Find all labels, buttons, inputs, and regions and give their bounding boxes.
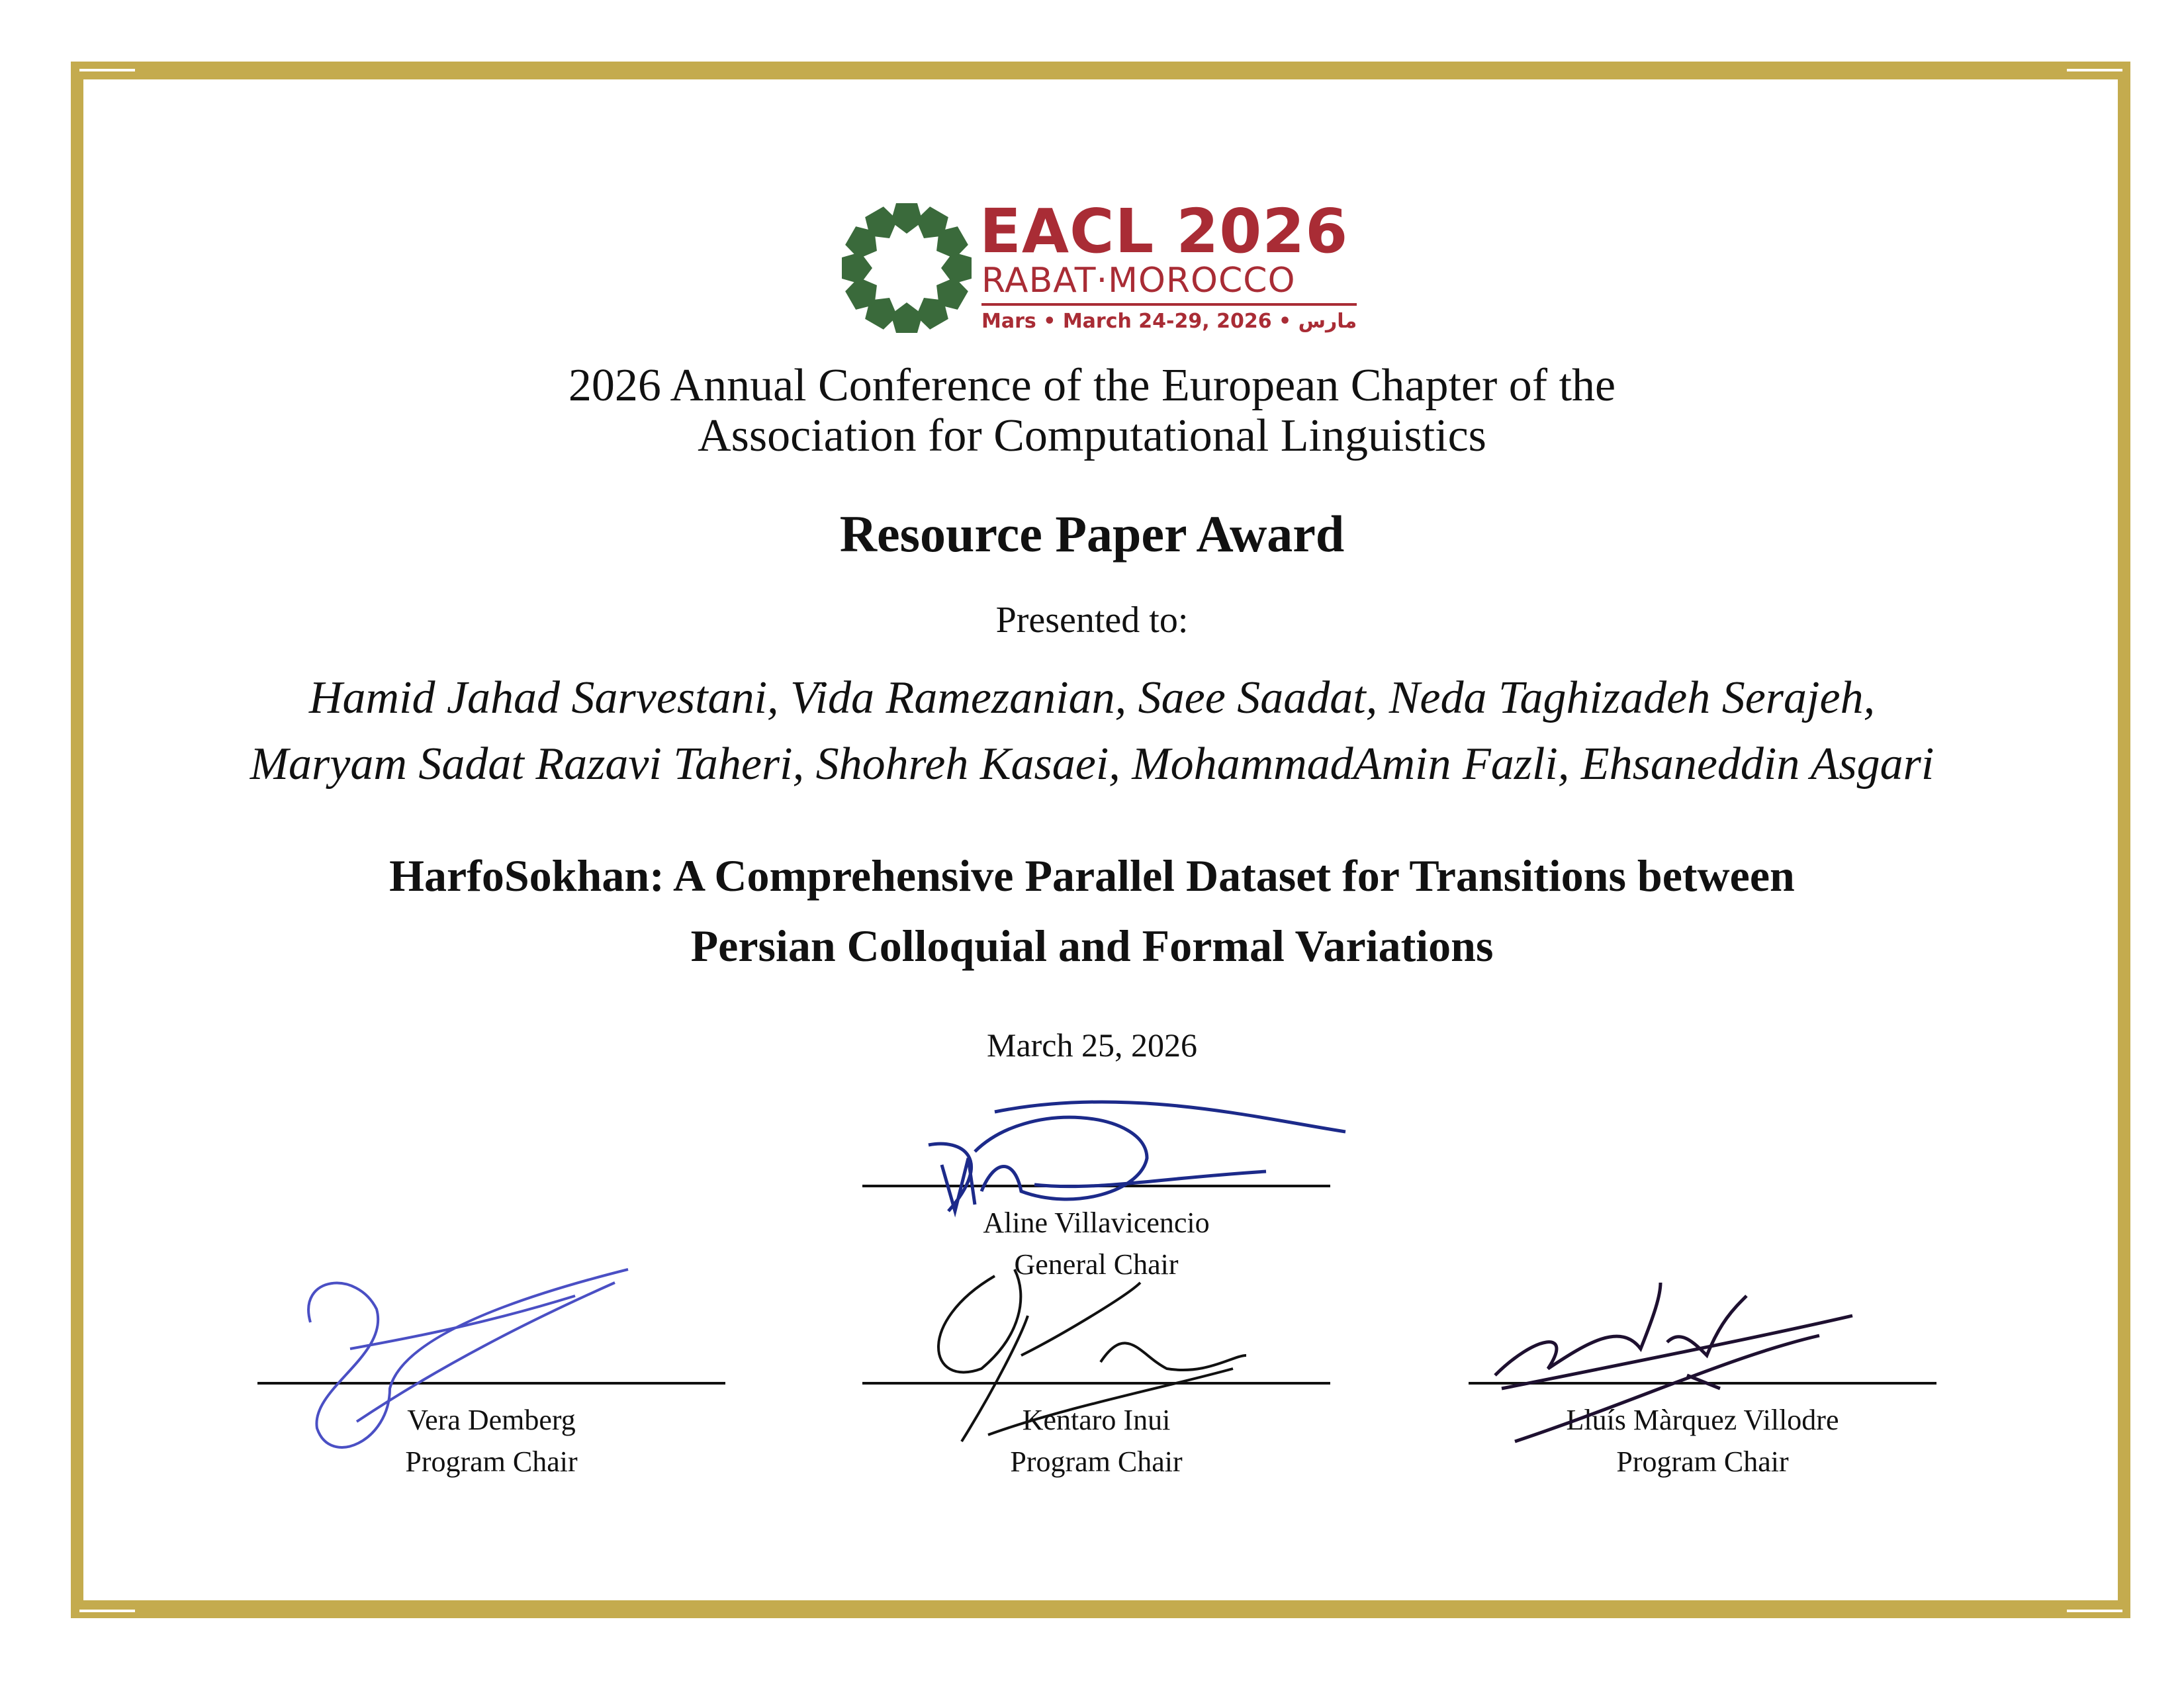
author-list xyxy=(0,665,2184,798)
paper-title-line-2: Persian Colloquial and Formal Variations xyxy=(690,921,1494,971)
logo-rule xyxy=(981,303,1357,306)
signatory-name: Vera Demberg xyxy=(407,1404,576,1436)
logo-dates: Mars • March 24-29, 2026 • مارس xyxy=(981,310,1357,333)
signatory-role: Program Chair xyxy=(405,1445,578,1478)
signatory-name: Kentaro Inui xyxy=(1022,1404,1171,1436)
paper-title xyxy=(0,841,2184,981)
signature-image xyxy=(1469,1256,1936,1455)
logo-title: EACL 2026 xyxy=(979,196,1349,267)
conference-name xyxy=(0,361,2184,461)
signatory-role: General Chair xyxy=(1014,1248,1179,1281)
conference-line-1: 2026 Annual Conference of the European Chapter of the xyxy=(568,360,1616,411)
conference-line-2: Association for Computational Linguistics xyxy=(698,410,1486,461)
border-ornament xyxy=(2067,69,2122,71)
signature-image xyxy=(862,1256,1330,1455)
award-title: Resource Paper Award xyxy=(839,505,1345,563)
rosette-icon xyxy=(837,199,976,338)
border-ornament xyxy=(79,1610,135,1612)
award-date: March 25, 2026 xyxy=(987,1026,1197,1064)
authors-line-1: Hamid Jahad Sarvestani, Vida Ramezanian, Saee Saadat, Neda Taghizadeh Serajeh, xyxy=(308,672,1876,723)
signature-image xyxy=(257,1256,725,1455)
signatory-name: Aline Villavicencio xyxy=(983,1207,1210,1239)
border-ornament xyxy=(79,69,135,71)
border-ornament xyxy=(2067,1610,2122,1612)
eacl-logo xyxy=(837,196,1360,341)
logo-location: RABAT·MOROCCO xyxy=(981,261,1296,300)
signatory-name: Lluís Màrquez Villodre xyxy=(1566,1404,1839,1436)
signatory-role: Program Chair xyxy=(1616,1445,1789,1478)
paper-title-line-1: HarfoSokhan: A Comprehensive Parallel Dataset for Transitions between xyxy=(389,850,1795,901)
signature-block-program-chair-2 xyxy=(862,1382,1330,1482)
signature-block-program-chair-1 xyxy=(257,1382,725,1482)
signature-block-program-chair-3 xyxy=(1469,1382,1936,1482)
authors-line-2: Maryam Sadat Razavi Taheri, Shohreh Kasaei, MohammadAmin Fazli, Ehsaneddin Asgari xyxy=(250,739,1934,790)
signature-image xyxy=(862,1059,1330,1257)
signatory-role: Program Chair xyxy=(1010,1445,1183,1478)
presented-to-label: Presented to: xyxy=(995,600,1189,641)
